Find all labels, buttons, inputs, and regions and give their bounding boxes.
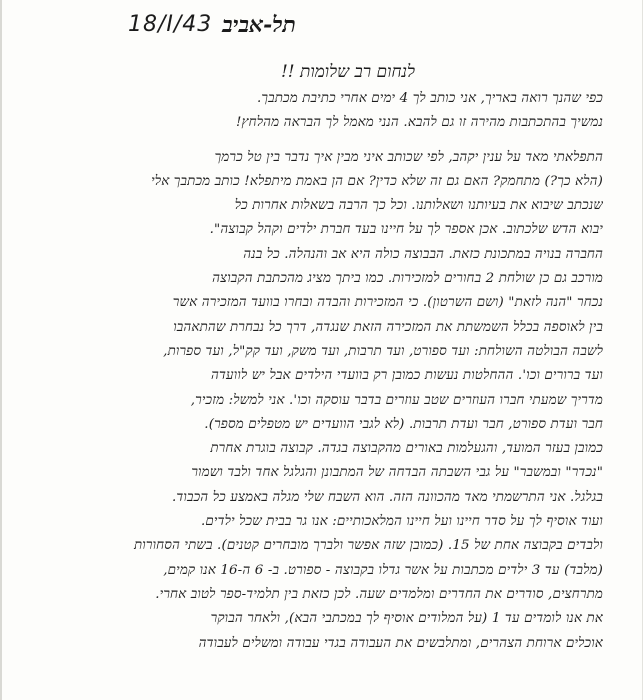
letter-line: לשבה הבולטה השולחת: ועד ספורט, ועד תרבות, ועד משק, ועד קק"ל, ועד ספרות, [163,343,603,359]
letter-place: תל-אביב [222,12,296,38]
letter-line: כפי שהנך רואה באריך, אני כותב לך 4 ימים אחרי כתיבת מכתבך. [256,91,603,106]
letter-line: (מלבד) עד 3 ילדים מכתבות על אשר גדלו בקבוצה - ספורט. ב- 6 ה-16 אנו קמים, [163,562,603,578]
letter-greeting: לנחום רב שלומות !! [280,62,415,82]
letter-body [62,90,603,700]
letter-line: מתרחצים, סודרים את החדרים ומלמדים שעה. לכן כזאת בין תלמיד-ספר לטוב אחרי. [155,586,603,602]
letter-line: מדריך שמעתי חברו העוזרים שטב עוזרים בדבר עוסקה וכו'. אני למשל: מזכיר, [190,392,603,408]
letter-line: בגלגל. אני התרשמתי מאד מהכוונה הזה. הוא השבח שלי מגלה באמצע כל הכבוד. [171,489,603,505]
letter-line: ועוד אוסיף לך על סדר חיינו ועל חיינו המלאכותיים: אנו גר בבית שכל ילדים. [201,514,603,530]
letter-line: נכחר "הנה לזאת" (ושם השרטון). כי המזכירות והבדה ובחרו בוועד המזכירה אשר [172,295,603,311]
letter-line: החברה בנויה במתכונת כזאת. הבבוצה כולה היא אב והנהלה. כל בנה [243,246,603,262]
letter-line: חבר ועדת ספורט, חבר ועדת תרבות. (לא לגבי הוועדים יש מטפלים מספר). [204,416,603,432]
letter-line: את אנו לומדים עד 1 (על המלודים אוסיף לך במכתבי הבא), ולאחר הבוקר [210,611,603,627]
letter-line: יבוא הדש שלכתוב. אכן אספר לך על חיינו בעד חברת ילדים וקהל קבוצה". [209,222,603,238]
letter-line: "נכדר" ובמשבר" על גבי השבתה הבדחה של המתבונן והגלגל אחד ולבד ושמור [191,465,603,481]
letter-line: מורכב גם כן שולחת 2 בחורים למזכירות. כמו ביתך מציג מהכתבת הקבוצה [212,271,603,287]
letter-line: נמשיך בהתכתבות מהירה זו גם להבא. הנני מאמל לך הבראה מהלחץ! [235,115,603,131]
letter-line: שנכתב שיבוא את בעיותנו ושאלותנו. וכל כך הרבה בשאלות אחרות כל [234,198,603,214]
letter-date: 18/I/43 [128,12,213,37]
letter-line: ולבדים בקבוצה אחת של 15. (כמובן שזה אפשר ולברך מובחרים קטנים). בשתי הסחורות [133,538,603,554]
letter-line: בין לאוספה בכלל השמשתת את המזכירה הזאת שנגדה, דרך כל נבחרת שהתאהבו [173,319,603,335]
letter-line: ועד ברורים וכו'. ההחלטות נעשות כמובן רק בוועדי הילדים אבל יש לוועדה [210,368,603,384]
letter-line: אוכלים ארוחת הצהרים, ומתלבשים את העבודה בגדי עבודה ומשלים לעבודה [198,635,603,651]
letter-line: התפלאתי מאד על ענין יקהב, לפי שכותב איני מבין איך נדבר בין טל כרמך [214,149,603,165]
letter-line: (הלא כך?) מתחמק? האם גם זה שלא כדין? אם הן באמת מיתפלא! כותב מכתבך אלי [151,173,603,189]
letter-line: כמובן בעזר המועד, והגעלמות באורים מהקבוצה בגדה. קבוצה בוגרת אחרת [210,441,603,457]
